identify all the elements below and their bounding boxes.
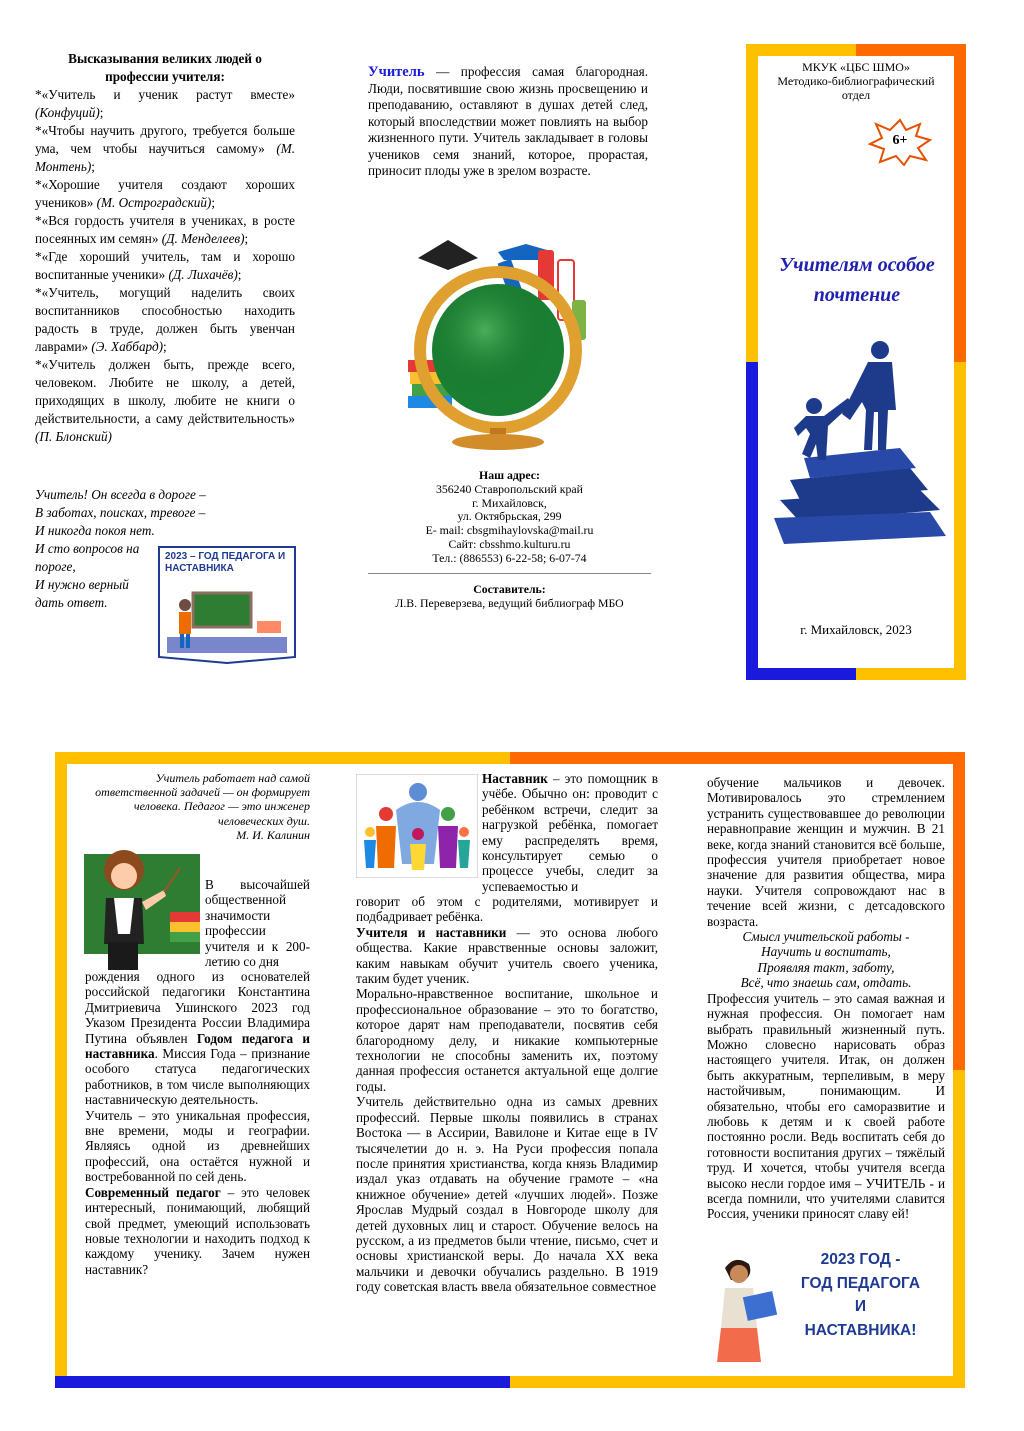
people-group-illustration — [356, 774, 478, 878]
col2-text: говорит об этом с родителями, мотивирует и подбадривает ребёнка. Учителя и наставники — это основа любого общества. Какие нравственные основы заложит, каким навыкам обучит учитель своего ученика, таким будет ученик. Морально-нравственное воспитание, школьное и профессиональное образование – это то богатство, которое дарят нам преподаватели, посвятив себя благородному делу, и никакие компьютерные технологии не способны заменить их, поэтому данная профессия останется актуальной еще долгие годы. Учитель действительно одна из самых древних профессий. Первые школы появились в странах Востока — в Ассирии, Вавилоне и Китае еще в IV тысячелетии до н. э. На Руси профессия попала после принятия христианства, когда князь Владимир издал указ отдавать на обучение грамоте – «на книжное обучение» детей «лучших людей». Позже Ярослав Мудрый создал в Новгороде школу для детей духовных лиц и старост. Обучение велось на русском, а из предметов были чтение, письмо, счет и основы христианской веры. До начала XX века мальчики и девочки обучались раздельно. В 1919 году советская власть ввела обязательное совместное — [356, 894, 658, 1295]
reading-teacher-illustration — [705, 1254, 785, 1364]
poem: Учитель! Он всегда в дороге – В заботах, поисках, тревоге – И никогда покоя нет. И сто вопросов на пороге, И нужно верный дать ответ. — [35, 487, 206, 610]
epigraph-author: М. И. Калинин — [236, 827, 310, 842]
col1-text: рождения одного из основателей российской педагогики Константина Дмитриевича Ушинского 2023 год Указом Президента России Владимира Путина объявлен Годом педагога и наставника. Миссия Года – признание особого статуса педагогических работников, в том числе выполняющих наставническую деятельность. Учитель – это уникальная профессия, вне времени, моды и географии. Являясь одной из древнейших профессий, она остаётся нужной и востребованной по сей день. Современный педагог – это человек интересный, понимающий, любящий свой предмет, умеющий использовать новые технологии и находить подход к каждому ученику. Зачем нужен наставник? — [85, 969, 310, 1277]
address-title: Наш адрес: — [479, 468, 540, 482]
divider — [368, 573, 651, 574]
col1-p1-start: В высочайшей общественной значимости профессии учителя и к 200-летию со дня — [205, 877, 310, 970]
intro-paragraph: Учитель — профессия самая благородная. Люди, посвятившие свою жизнь просвещению и преподаванию, оставляют в душах детей след, который впоследствии может повлиять на выбор жизненного пути. Учитель закладывает в головы учеников семя знаний, которое, прорастая, приносит плоды уже в зрелом возрасте. — [368, 64, 648, 178]
cover-city-year: г. Михайловск, 2023 — [800, 622, 912, 637]
year-badge — [157, 545, 299, 665]
intro-lead-word: Учитель — [368, 64, 425, 80]
verse: Смысл учительской работы - Научить и воспитать, Проявляя такт, заботу, Всё, что знаешь сам, отдать. — [740, 929, 912, 991]
address-block: Наш адрес: 356240 Ставропольский край г. Михайловск, ул. Октябрьская, 299 E- mail: cbsgmihaylovska@mail.ru Сайт: cbsshmo.kulturu.ru Тел.: (886553) 6-22-58; 6-07-74 — [368, 469, 651, 566]
year-banner: 2023 ГОД - ГОД ПЕДАГОГА И НАСТАВНИКА! — [800, 1251, 921, 1339]
age-rating: 6+ — [868, 118, 932, 166]
cover-title: Учителям особое почтение — [779, 254, 935, 306]
col3-text: обучение мальчиков и девочек. Мотивировалось это стремлением устранить существовавшее до революции неравноправие женщин и мужчин. В 21 веке, когда знаний становится всё больше, профессия учителя приобретает новое значение для развития общества, мира науки. Учителя сопровождают нас в течение всей жизни, с детсадовского возраста. Смысл учительской работы - Научить и воспитать, Проявляя такт, заботу, Всё, что знаешь сам, отдать. Профессия учитель – это самая важная и нужная профессия. Он помогает нам выбрать правильный жизненный путь. Можно словесно нарисовать образ настоящего учителя. Итак, он должен быть аккуратным, терпеливым, в меру настойчивым, понимающим. И обязательно, чтобы его саморазвитие и любовь к детям и к своей работе постоянно росли. Ведь воспитать себя до готовности воспитания других – тяжёлый труд. И хочется, чтобы учителя всегда высоко несли гордое имя – УЧИТЕЛЬ - и всегда помнили, что учителями славится Россия, ученики приносят славу ей! — [707, 775, 945, 1222]
cover-org: МКУК «ЦБС ШМО» Методико-библиографический отдел — [777, 60, 935, 102]
col2-p1-start: – это помощник в учёбе. Обычно он: проводит с ребёнком встречи, следит за нагрузкой ребёнка, помогает ему распределять время, консультирует семью о процессе учебы, следит за успеваемостью и — [482, 771, 658, 894]
epigraph: Учитель работает над самой ответственной задачей — он формирует человека. Педагог — это инженер человеческих душ. М. И. Калинин — [85, 771, 310, 842]
quotes-heading: Высказывания великих людей о профессии учителя: — [68, 51, 262, 84]
climbing-books-illustration — [770, 340, 952, 550]
teacher-illustration — [80, 842, 202, 970]
quotes-column: Высказывания великих людей о профессии учителя: *«Учитель и ученик растут вместе» (Конфуций); *«Чтобы научить другого, требуется больше ума, чем чтобы научиться самому» (М. Монтень); *«Хорошие учителя создают хороших учеников» (М. Остроградский); *«Вся гордость учителя в учениках, в росте посеянных им семян» (Д. Менделеев); *«Где хороший учитель, там и хорошо воспитанные ученики» (Д. Лихачёв); *«Учитель, могущий наделить своих воспитанников способностью находить радость в труде, должен быть увенчан лаврами» (Э. Хаббард); *«Учитель должен быть, прежде всего, человеком. Любите не школу, а детей, приходящих в школу, любите не книги о действительности, а саму действительность» (П. Блонский) — [35, 51, 295, 444]
globe-illustration — [408, 230, 598, 450]
year-badge-text: 2023 – ГОД ПЕДАГОГА И НАСТАВНИКА — [165, 551, 286, 574]
compiler-block: Составитель: Л.В. Переверзева, ведущий библиограф МБО — [395, 582, 624, 610]
